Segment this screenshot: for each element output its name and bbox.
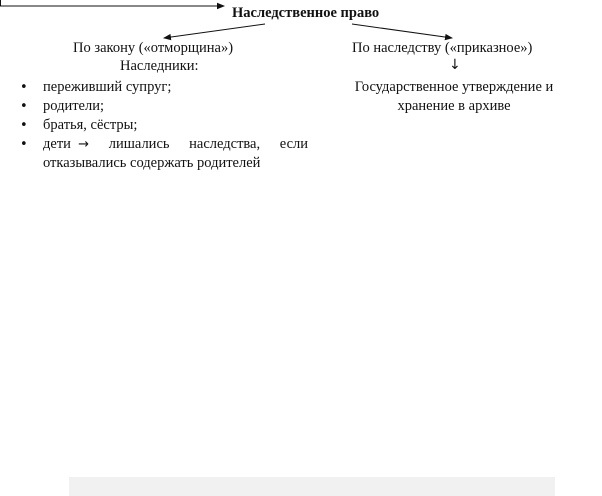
heir-text: родители; <box>43 98 105 114</box>
bullet-icon: • <box>20 99 28 114</box>
list-item <box>20 116 308 135</box>
right-branch-heading: По наследству («приказное») <box>352 40 533 56</box>
children-word: лишались <box>108 136 170 152</box>
bullet-icon: • <box>20 80 28 95</box>
list-item <box>20 135 308 173</box>
heir-text: братья, сёстры; <box>43 117 138 133</box>
branch-arrow-left <box>164 24 265 38</box>
children-line-1 <box>43 135 308 154</box>
branch-arrow-right <box>352 24 452 38</box>
children-subject: дети → <box>43 136 90 152</box>
children-word: если <box>279 136 308 152</box>
right-arrow-icon: → <box>78 137 90 152</box>
right-branch-description: Государственное утверждение и хранение в архиве <box>354 79 554 114</box>
left-branch-heading: По закону («отморщина») <box>73 40 234 56</box>
heir-text: переживший супруг; <box>43 79 172 95</box>
bullet-icon: • <box>20 118 28 133</box>
children-line-2: отказывались содержать родителей <box>43 155 261 171</box>
footer-bar <box>69 477 555 496</box>
bullet-icon: • <box>20 137 28 152</box>
heirs-label: Наследники: <box>120 58 199 74</box>
down-arrow-icon: ↓ <box>449 57 461 73</box>
diagram-title: Наследственное право <box>232 5 380 21</box>
list-item <box>20 97 308 116</box>
list-item <box>20 78 308 97</box>
heirs-list <box>20 78 308 173</box>
children-word: наследства, <box>189 136 261 152</box>
